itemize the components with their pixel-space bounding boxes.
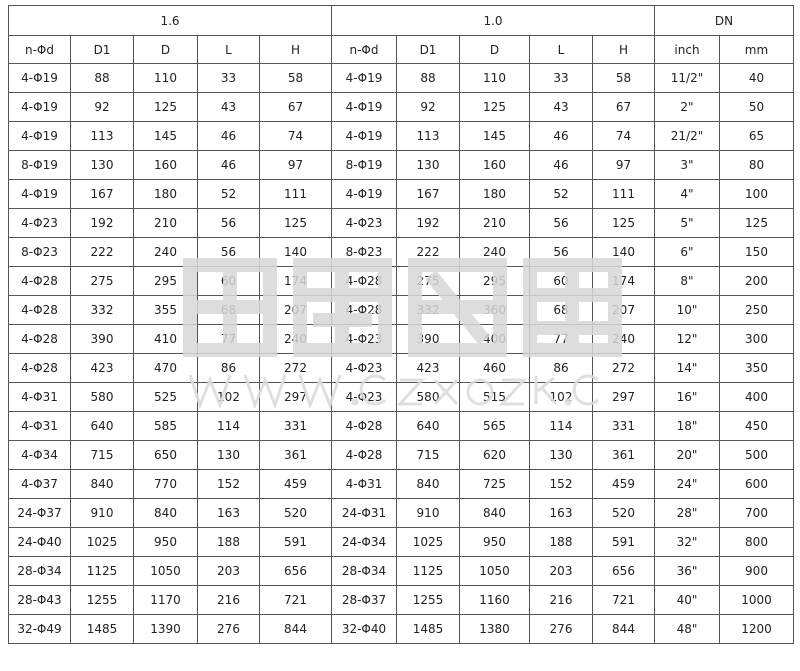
table-cell: 4-Φ28 [332, 267, 397, 296]
table-row [9, 354, 794, 383]
table-cell: 65 [720, 122, 794, 151]
column-header: n-Φd [332, 36, 397, 64]
table-cell: 207 [593, 296, 655, 325]
spec-table-wrapper [8, 5, 794, 644]
table-cell: 275 [397, 267, 460, 296]
table-cell: 400 [460, 325, 530, 354]
table-cell: 140 [260, 238, 332, 267]
table-cell: 36" [655, 557, 720, 586]
table-cell: 450 [720, 412, 794, 441]
table-cell: 60 [530, 267, 593, 296]
table-cell: 459 [260, 470, 332, 499]
table-cell: 97 [593, 151, 655, 180]
table-cell: 721 [593, 586, 655, 615]
table-cell: 160 [134, 151, 198, 180]
table-cell: 68 [530, 296, 593, 325]
table-cell: 4" [655, 180, 720, 209]
table-cell: 52 [530, 180, 593, 209]
table-cell: 24-Φ40 [9, 528, 71, 557]
table-cell: 1255 [397, 586, 460, 615]
table-cell: 21/2" [655, 122, 720, 151]
table-cell: 33 [530, 64, 593, 93]
table-cell: 203 [198, 557, 260, 586]
table-cell: 150 [720, 238, 794, 267]
table-cell: 1000 [720, 586, 794, 615]
table-cell: 67 [260, 93, 332, 122]
table-cell: 240 [260, 325, 332, 354]
table-cell: 77 [530, 325, 593, 354]
table-cell: 6" [655, 238, 720, 267]
table-cell: 360 [460, 296, 530, 325]
table-cell: 40" [655, 586, 720, 615]
table-cell: 113 [71, 122, 134, 151]
table-cell: 52 [198, 180, 260, 209]
table-cell: 8-Φ23 [9, 238, 71, 267]
table-cell: 200 [720, 267, 794, 296]
table-cell: 114 [198, 412, 260, 441]
table-cell: 125 [720, 209, 794, 238]
column-header: mm [720, 36, 794, 64]
table-cell: 580 [71, 383, 134, 412]
table-cell: 297 [593, 383, 655, 412]
table-cell: 840 [397, 470, 460, 499]
table-cell: 1380 [460, 615, 530, 644]
column-header: H [593, 36, 655, 64]
table-cell: 4-Φ19 [332, 122, 397, 151]
table-cell: 840 [134, 499, 198, 528]
table-cell: 28-Φ37 [332, 586, 397, 615]
table-cell: 591 [593, 528, 655, 557]
table-cell: 152 [198, 470, 260, 499]
table-cell: 24-Φ34 [332, 528, 397, 557]
table-cell: 1485 [71, 615, 134, 644]
table-cell: 8-Φ19 [332, 151, 397, 180]
table-cell: 4-Φ28 [332, 412, 397, 441]
table-cell: 110 [460, 64, 530, 93]
table-cell: 844 [260, 615, 332, 644]
table-cell: 222 [71, 238, 134, 267]
table-cell: 88 [71, 64, 134, 93]
table-row [9, 209, 794, 238]
table-body [9, 64, 794, 644]
table-cell: 50 [720, 93, 794, 122]
table-cell: 43 [198, 93, 260, 122]
table-cell: 4-Φ19 [9, 64, 71, 93]
table-cell: 174 [260, 267, 332, 296]
column-header: n-Φd [9, 36, 71, 64]
table-cell: 500 [720, 441, 794, 470]
table-cell: 114 [530, 412, 593, 441]
table-cell: 24" [655, 470, 720, 499]
table-cell: 1125 [397, 557, 460, 586]
table-cell: 1025 [397, 528, 460, 557]
table-cell: 361 [593, 441, 655, 470]
column-header: D1 [71, 36, 134, 64]
table-row [9, 267, 794, 296]
table-cell: 390 [397, 325, 460, 354]
table-cell: 700 [720, 499, 794, 528]
table-cell: 167 [71, 180, 134, 209]
table-cell: 68 [198, 296, 260, 325]
table-cell: 33 [198, 64, 260, 93]
table-cell: 167 [397, 180, 460, 209]
table-cell: 800 [720, 528, 794, 557]
table-row [9, 470, 794, 499]
table-cell: 1390 [134, 615, 198, 644]
table-cell: 331 [260, 412, 332, 441]
table-cell: 400 [720, 383, 794, 412]
table-cell: 28-Φ34 [332, 557, 397, 586]
table-cell: 910 [71, 499, 134, 528]
table-cell: 210 [460, 209, 530, 238]
table-cell: 192 [71, 209, 134, 238]
table-cell: 125 [260, 209, 332, 238]
table-cell: 11/2" [655, 64, 720, 93]
table-cell: 715 [71, 441, 134, 470]
table-cell: 125 [460, 93, 530, 122]
table-cell: 295 [460, 267, 530, 296]
table-cell: 28-Φ34 [9, 557, 71, 586]
table-cell: 1125 [71, 557, 134, 586]
table-cell: 4-Φ31 [332, 470, 397, 499]
table-cell: 86 [530, 354, 593, 383]
column-header-row [9, 36, 794, 64]
table-cell: 4-Φ31 [9, 383, 71, 412]
table-cell: 5" [655, 209, 720, 238]
table-cell: 1485 [397, 615, 460, 644]
table-cell: 4-Φ19 [332, 64, 397, 93]
table-cell: 58 [593, 64, 655, 93]
table-cell: 4-Φ23 [332, 383, 397, 412]
table-row [9, 64, 794, 93]
table-cell: 4-Φ28 [9, 354, 71, 383]
table-cell: 4-Φ31 [9, 412, 71, 441]
table-cell: 4-Φ28 [9, 267, 71, 296]
table-cell: 4-Φ19 [9, 180, 71, 209]
table-cell: 276 [530, 615, 593, 644]
table-row [9, 122, 794, 151]
table-cell: 188 [198, 528, 260, 557]
table-cell: 8-Φ23 [332, 238, 397, 267]
table-cell: 16" [655, 383, 720, 412]
table-cell: 515 [460, 383, 530, 412]
table-cell: 1050 [134, 557, 198, 586]
table-cell: 56 [198, 238, 260, 267]
table-cell: 470 [134, 354, 198, 383]
table-cell: 4-Φ19 [9, 122, 71, 151]
table-cell: 46 [198, 151, 260, 180]
table-cell: 725 [460, 470, 530, 499]
column-header: D [460, 36, 530, 64]
table-cell: 58 [260, 64, 332, 93]
table-cell: 130 [530, 441, 593, 470]
table-cell: 331 [593, 412, 655, 441]
table-cell: 145 [134, 122, 198, 151]
table-cell: 111 [260, 180, 332, 209]
table-cell: 97 [260, 151, 332, 180]
table-row [9, 151, 794, 180]
column-header: H [260, 36, 332, 64]
table-cell: 240 [593, 325, 655, 354]
table-cell: 4-Φ34 [9, 441, 71, 470]
table-cell: 4-Φ28 [332, 441, 397, 470]
table-cell: 46 [530, 122, 593, 151]
table-cell: 620 [460, 441, 530, 470]
table-row [9, 383, 794, 412]
table-cell: 332 [397, 296, 460, 325]
table-cell: 525 [134, 383, 198, 412]
table-cell: 565 [460, 412, 530, 441]
table-cell: 210 [134, 209, 198, 238]
table-cell: 163 [530, 499, 593, 528]
table-cell: 28-Φ43 [9, 586, 71, 615]
table-cell: 56 [530, 209, 593, 238]
table-cell: 272 [260, 354, 332, 383]
table-cell: 180 [460, 180, 530, 209]
table-row [9, 557, 794, 586]
table-cell: 160 [460, 151, 530, 180]
table-cell: 192 [397, 209, 460, 238]
table-cell: 4-Φ19 [9, 93, 71, 122]
table-cell: 4-Φ19 [332, 180, 397, 209]
table-cell: 650 [134, 441, 198, 470]
table-cell: 295 [134, 267, 198, 296]
table-cell: 910 [397, 499, 460, 528]
table-cell: 24-Φ31 [332, 499, 397, 528]
table-cell: 32-Φ40 [332, 615, 397, 644]
table-cell: 4-Φ23 [9, 209, 71, 238]
table-cell: 8" [655, 267, 720, 296]
table-cell: 410 [134, 325, 198, 354]
table-cell: 460 [460, 354, 530, 383]
table-cell: 110 [134, 64, 198, 93]
group-header-row [9, 6, 794, 36]
table-cell: 100 [720, 180, 794, 209]
table-cell: 240 [134, 238, 198, 267]
table-cell: 203 [530, 557, 593, 586]
table-cell: 4-Φ28 [332, 296, 397, 325]
table-cell: 8-Φ19 [9, 151, 71, 180]
table-cell: 222 [397, 238, 460, 267]
table-cell: 1170 [134, 586, 198, 615]
table-cell: 423 [397, 354, 460, 383]
table-cell: 591 [260, 528, 332, 557]
table-cell: 163 [198, 499, 260, 528]
table-cell: 240 [460, 238, 530, 267]
table-cell: 950 [460, 528, 530, 557]
table-cell: 180 [134, 180, 198, 209]
table-cell: 18" [655, 412, 720, 441]
table-cell: 1255 [71, 586, 134, 615]
table-cell: 4-Φ23 [332, 209, 397, 238]
table-cell: 4-Φ23 [332, 325, 397, 354]
table-cell: 840 [460, 499, 530, 528]
table-cell: 80 [720, 151, 794, 180]
table-cell: 40 [720, 64, 794, 93]
table-cell: 640 [71, 412, 134, 441]
table-cell: 297 [260, 383, 332, 412]
group-header-dn: DN [655, 6, 794, 36]
table-cell: 1200 [720, 615, 794, 644]
table-cell: 3" [655, 151, 720, 180]
table-cell: 520 [260, 499, 332, 528]
group-header-1-0: 1.0 [332, 6, 655, 36]
group-header-1-6: 1.6 [9, 6, 332, 36]
table-cell: 130 [397, 151, 460, 180]
table-cell: 10" [655, 296, 720, 325]
table-row [9, 325, 794, 354]
table-cell: 1160 [460, 586, 530, 615]
table-cell: 207 [260, 296, 332, 325]
table-cell: 520 [593, 499, 655, 528]
table-cell: 770 [134, 470, 198, 499]
table-cell: 332 [71, 296, 134, 325]
table-cell: 28" [655, 499, 720, 528]
table-cell: 20" [655, 441, 720, 470]
table-cell: 46 [530, 151, 593, 180]
table-cell: 950 [134, 528, 198, 557]
table-cell: 145 [460, 122, 530, 151]
table-cell: 102 [530, 383, 593, 412]
table-row [9, 499, 794, 528]
table-cell: 1050 [460, 557, 530, 586]
table-cell: 4-Φ28 [9, 296, 71, 325]
table-cell: 4-Φ23 [332, 354, 397, 383]
table-cell: 4-Φ37 [9, 470, 71, 499]
table-cell: 600 [720, 470, 794, 499]
table-cell: 67 [593, 93, 655, 122]
table-cell: 275 [71, 267, 134, 296]
table-cell: 361 [260, 441, 332, 470]
table-cell: 355 [134, 296, 198, 325]
table-cell: 216 [198, 586, 260, 615]
table-cell: 113 [397, 122, 460, 151]
table-cell: 423 [71, 354, 134, 383]
table-cell: 300 [720, 325, 794, 354]
column-header: inch [655, 36, 720, 64]
table-cell: 111 [593, 180, 655, 209]
table-row [9, 441, 794, 470]
column-header: L [198, 36, 260, 64]
table-cell: 56 [530, 238, 593, 267]
table-cell: 43 [530, 93, 593, 122]
table-cell: 656 [260, 557, 332, 586]
table-cell: 56 [198, 209, 260, 238]
table-cell: 152 [530, 470, 593, 499]
table-cell: 640 [397, 412, 460, 441]
table-cell: 125 [593, 209, 655, 238]
table-cell: 125 [134, 93, 198, 122]
table-cell: 216 [530, 586, 593, 615]
column-header: L [530, 36, 593, 64]
table-cell: 60 [198, 267, 260, 296]
table-cell: 86 [198, 354, 260, 383]
table-cell: 250 [720, 296, 794, 325]
table-cell: 580 [397, 383, 460, 412]
table-cell: 24-Φ37 [9, 499, 71, 528]
table-row [9, 296, 794, 325]
table-row [9, 412, 794, 441]
table-cell: 1025 [71, 528, 134, 557]
table-cell: 77 [198, 325, 260, 354]
table-cell: 32-Φ49 [9, 615, 71, 644]
column-header: D [134, 36, 198, 64]
table-cell: 276 [198, 615, 260, 644]
table-row [9, 528, 794, 557]
table-cell: 2" [655, 93, 720, 122]
table-cell: 130 [198, 441, 260, 470]
table-cell: 715 [397, 441, 460, 470]
table-cell: 840 [71, 470, 134, 499]
table-cell: 92 [71, 93, 134, 122]
table-cell: 88 [397, 64, 460, 93]
table-cell: 140 [593, 238, 655, 267]
table-cell: 721 [260, 586, 332, 615]
table-cell: 188 [530, 528, 593, 557]
table-cell: 130 [71, 151, 134, 180]
flange-dimension-table [8, 5, 794, 644]
table-cell: 390 [71, 325, 134, 354]
table-cell: 900 [720, 557, 794, 586]
table-cell: 46 [198, 122, 260, 151]
table-cell: 102 [198, 383, 260, 412]
table-cell: 4-Φ28 [9, 325, 71, 354]
table-cell: 74 [593, 122, 655, 151]
table-cell: 74 [260, 122, 332, 151]
table-row [9, 180, 794, 209]
table-row [9, 586, 794, 615]
table-cell: 844 [593, 615, 655, 644]
column-header: D1 [397, 36, 460, 64]
table-cell: 32" [655, 528, 720, 557]
table-cell: 585 [134, 412, 198, 441]
table-cell: 272 [593, 354, 655, 383]
table-cell: 459 [593, 470, 655, 499]
table-row [9, 93, 794, 122]
table-cell: 12" [655, 325, 720, 354]
table-cell: 4-Φ19 [332, 93, 397, 122]
table-cell: 14" [655, 354, 720, 383]
table-cell: 174 [593, 267, 655, 296]
table-cell: 350 [720, 354, 794, 383]
table-row [9, 238, 794, 267]
table-row [9, 615, 794, 644]
table-cell: 656 [593, 557, 655, 586]
table-cell: 92 [397, 93, 460, 122]
table-cell: 48" [655, 615, 720, 644]
